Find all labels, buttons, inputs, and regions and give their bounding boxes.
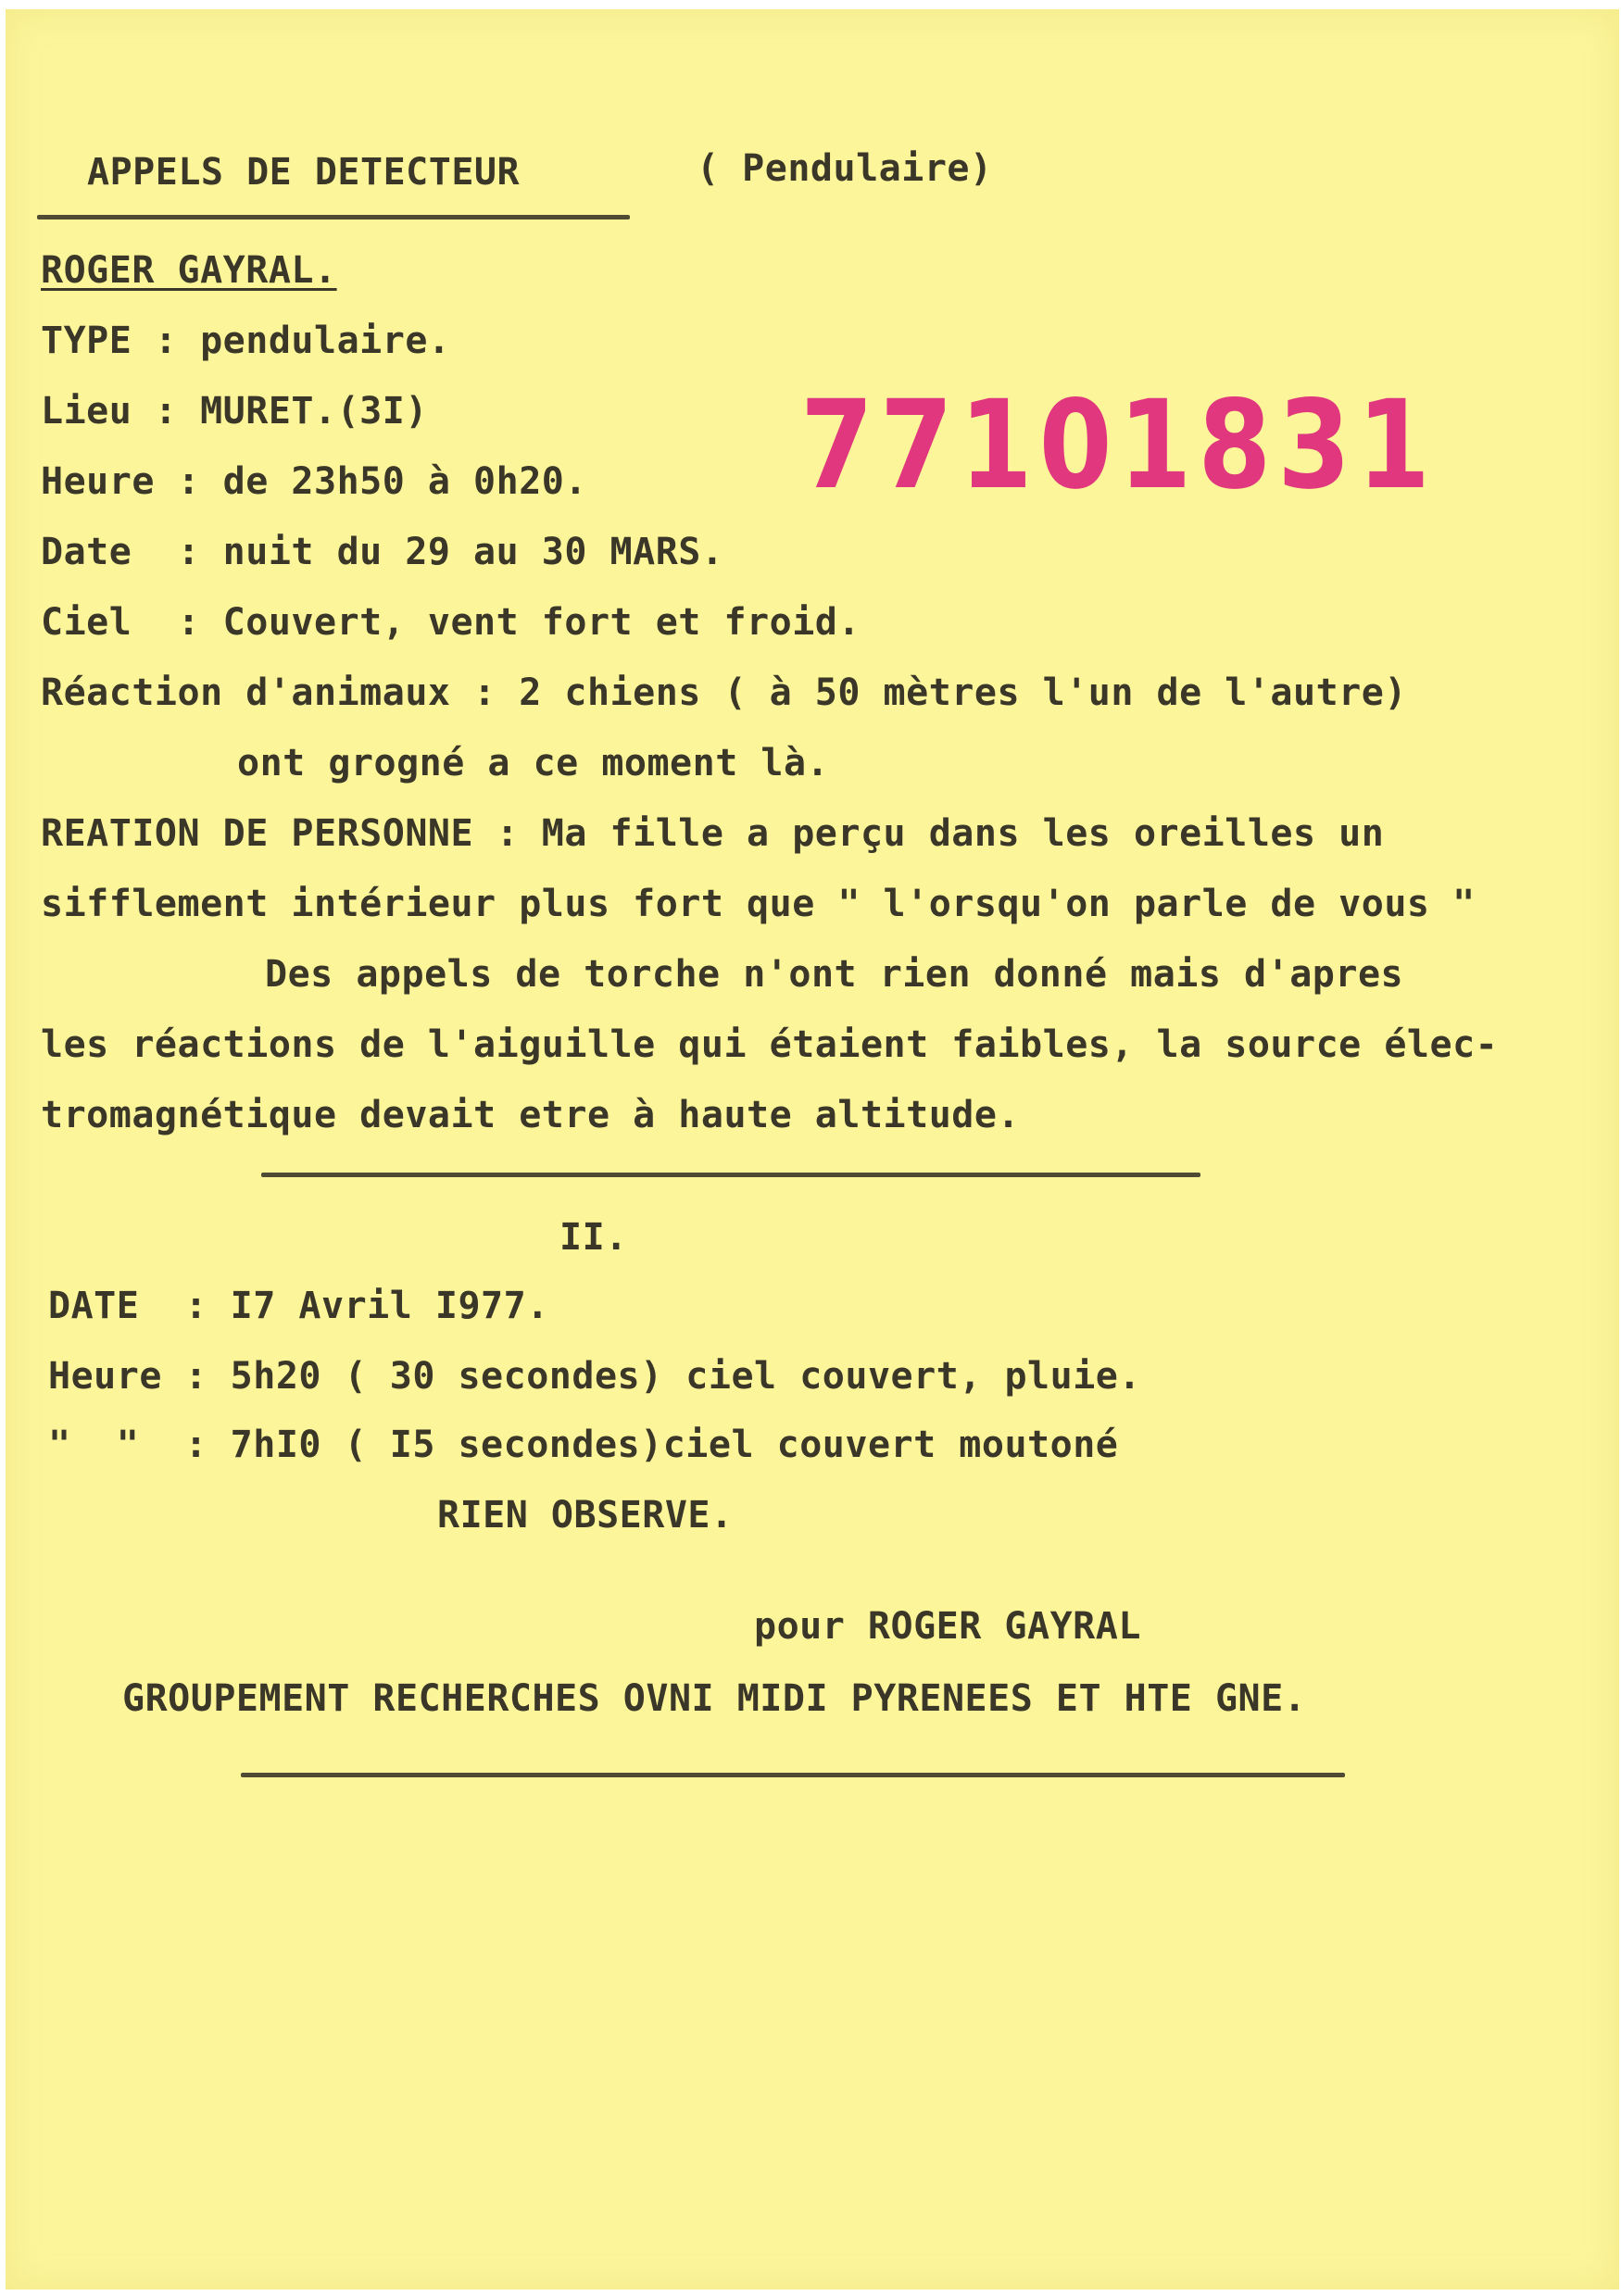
heure-line: Heure : de 23h50 à 0h20. — [41, 460, 587, 503]
section-numeral: II. — [559, 1216, 628, 1259]
reaction-animaux-line: Réaction d'animaux : 2 chiens ( à 50 mètres l'un de l'autre) — [41, 671, 1407, 714]
section2-date-line: DATE : I7 Avril I977. — [48, 1285, 549, 1327]
lieu-line: Lieu : MURET.(3I) — [41, 390, 428, 433]
ciel-line: Ciel : Couvert, vent fort et froid. — [41, 601, 861, 644]
paragraph-line: tromagnétique devait etre à haute altitude. — [41, 1094, 1021, 1136]
reference-number-stamp: 77101831 — [800, 374, 1437, 517]
document-sheet — [6, 9, 1619, 2290]
reaction-animaux-continuation: ont grogné a ce moment là. — [237, 742, 830, 784]
witness-name: ROGER GAYRAL. — [41, 249, 337, 292]
section2-heure-line: " " : 7hI0 ( I5 secondes)ciel couvert moutoné — [48, 1424, 1119, 1466]
paragraph-line: les réactions de l'aiguille qui étaient faibles, la source élec- — [41, 1023, 1499, 1066]
reaction-personne-continuation: sifflement intérieur plus fort que " l'orsqu'on parle de vous " — [41, 883, 1476, 925]
date-line: Date : nuit du 29 au 30 MARS. — [41, 531, 724, 573]
type-line: TYPE : pendulaire. — [41, 320, 451, 362]
document-title: APPELS DE DETECTEUR — [87, 151, 521, 194]
title-underline — [37, 215, 630, 220]
signature-line: pour ROGER GAYRAL — [754, 1605, 1141, 1648]
reaction-personne-line: REATION DE PERSONNE : Ma fille a perçu dans les oreilles un — [41, 812, 1385, 855]
paragraph-line: Des appels de torche n'ont rien donné mais d'apres — [265, 953, 1404, 996]
section2-heure-line: Heure : 5h20 ( 30 secondes) ciel couvert, pluie. — [48, 1355, 1141, 1398]
observation-result: RIEN OBSERVE. — [437, 1494, 734, 1537]
document-subtitle: ( Pendulaire) — [697, 147, 993, 190]
bottom-rule — [241, 1773, 1345, 1777]
section-divider — [261, 1173, 1200, 1177]
organization-line: GROUPEMENT RECHERCHES OVNI MIDI PYRENEES ET HTE GNE. — [122, 1677, 1307, 1720]
